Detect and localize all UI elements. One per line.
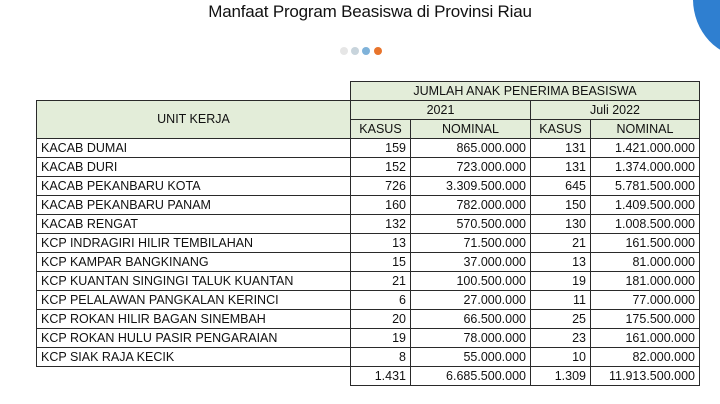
header-row-years (37, 101, 700, 120)
header-year-2022: Juli 2022 (531, 101, 700, 120)
header-kasus-2021: KASUS (351, 120, 411, 139)
unit-cell: KACAB PEKANBARU PANAM (37, 196, 351, 215)
kasus-2022-cell: 10 (531, 348, 591, 367)
nominal-2022-cell: 181.000.000 (591, 272, 700, 291)
kasus-2022-cell: 645 (531, 177, 591, 196)
kasus-2021-cell: 8 (351, 348, 411, 367)
scholarship-table (36, 81, 700, 386)
table-row (37, 348, 700, 367)
nominal-2021-cell: 27.000.000 (411, 291, 531, 310)
unit-cell: KCP SIAK RAJA KECIK (37, 348, 351, 367)
nominal-2021-cell: 71.500.000 (411, 234, 531, 253)
unit-cell: KCP ROKAN HILIR BAGAN SINEMBAH (37, 310, 351, 329)
table-row (37, 310, 700, 329)
header-unit-kerja: UNIT KERJA (37, 101, 351, 139)
nominal-2021-cell: 78.000.000 (411, 329, 531, 348)
table-row (37, 158, 700, 177)
kasus-2021-cell: 726 (351, 177, 411, 196)
nominal-2021-cell: 782.000.000 (411, 196, 531, 215)
total-nominal-2021-cell: 6.685.500.000 (411, 367, 531, 386)
header-nominal-2022: NOMINAL (591, 120, 700, 139)
total-nominal-2022-cell: 11.913.500.000 (591, 367, 700, 386)
nominal-2021-cell: 37.000.000 (411, 253, 531, 272)
nominal-2022-cell: 1.374.000.000 (591, 158, 700, 177)
kasus-2022-cell: 19 (531, 272, 591, 291)
unit-cell: KACAB DURI (37, 158, 351, 177)
nominal-2022-cell: 77.000.000 (591, 291, 700, 310)
unit-cell: KCP PELALAWAN PANGKALAN KERINCI (37, 291, 351, 310)
table-row (37, 291, 700, 310)
nominal-2021-cell: 55.000.000 (411, 348, 531, 367)
header-blank-cell (37, 82, 351, 101)
header-nominal-2021: NOMINAL (411, 120, 531, 139)
nominal-2021-cell: 100.500.000 (411, 272, 531, 291)
nominal-2021-cell: 723.000.000 (411, 158, 531, 177)
nominal-2022-cell: 81.000.000 (591, 253, 700, 272)
total-kasus-2021-cell: 1.431 (351, 367, 411, 386)
carousel-dot[interactable] (351, 47, 359, 55)
unit-cell: KCP KUANTAN SINGINGI TALUK KUANTAN (37, 272, 351, 291)
table-row (37, 215, 700, 234)
kasus-2022-cell: 130 (531, 215, 591, 234)
table-row (37, 253, 700, 272)
nominal-2022-cell: 175.500.000 (591, 310, 700, 329)
unit-cell: KCP INDRAGIRI HILIR TEMBILAHAN (37, 234, 351, 253)
table-row (37, 234, 700, 253)
unit-cell: KCP KAMPAR BANGKINANG (37, 253, 351, 272)
nominal-2022-cell: 1.421.000.000 (591, 139, 700, 158)
table-row (37, 196, 700, 215)
nominal-2022-cell: 1.008.500.000 (591, 215, 700, 234)
kasus-2022-cell: 11 (531, 291, 591, 310)
kasus-2022-cell: 23 (531, 329, 591, 348)
table-row (37, 329, 700, 348)
kasus-2022-cell: 131 (531, 139, 591, 158)
kasus-2021-cell: 160 (351, 196, 411, 215)
nominal-2021-cell: 570.500.000 (411, 215, 531, 234)
kasus-2021-cell: 20 (351, 310, 411, 329)
header-group-label: JUMLAH ANAK PENERIMA BEASISWA (351, 82, 700, 101)
carousel-dot[interactable] (362, 47, 370, 55)
kasus-2022-cell: 13 (531, 253, 591, 272)
total-kasus-2022-cell: 1.309 (531, 367, 591, 386)
kasus-2021-cell: 152 (351, 158, 411, 177)
table-row (37, 139, 700, 158)
unit-cell: KCP ROKAN HULU PASIR PENGARAIAN (37, 329, 351, 348)
table-row (37, 272, 700, 291)
nominal-2022-cell: 161.000.000 (591, 329, 700, 348)
nominal-2021-cell: 3.309.500.000 (411, 177, 531, 196)
page-title: Manfaat Program Beasiswa di Provinsi Riau (208, 2, 532, 21)
kasus-2021-cell: 159 (351, 139, 411, 158)
header-year-2021: 2021 (351, 101, 531, 120)
kasus-2022-cell: 131 (531, 158, 591, 177)
carousel-dot-active[interactable] (374, 47, 382, 55)
header-kasus-2022: KASUS (531, 120, 591, 139)
nominal-2022-cell: 82.000.000 (591, 348, 700, 367)
kasus-2021-cell: 15 (351, 253, 411, 272)
unit-cell: KACAB RENGAT (37, 215, 351, 234)
kasus-2021-cell: 6 (351, 291, 411, 310)
nominal-2022-cell: 5.781.500.000 (591, 177, 700, 196)
kasus-2021-cell: 21 (351, 272, 411, 291)
unit-cell: KACAB DUMAI (37, 139, 351, 158)
kasus-2021-cell: 132 (351, 215, 411, 234)
kasus-2022-cell: 25 (531, 310, 591, 329)
kasus-2021-cell: 13 (351, 234, 411, 253)
unit-cell: KACAB PEKANBARU KOTA (37, 177, 351, 196)
kasus-2021-cell: 19 (351, 329, 411, 348)
nominal-2021-cell: 66.500.000 (411, 310, 531, 329)
header-row-group (37, 82, 700, 101)
carousel-dot[interactable] (340, 47, 348, 55)
corner-decoration (693, 0, 720, 58)
nominal-2021-cell: 865.000.000 (411, 139, 531, 158)
total-row (37, 367, 700, 386)
total-blank-cell (37, 367, 351, 386)
kasus-2022-cell: 150 (531, 196, 591, 215)
nominal-2022-cell: 161.500.000 (591, 234, 700, 253)
nominal-2022-cell: 1.409.500.000 (591, 196, 700, 215)
table-row (37, 177, 700, 196)
kasus-2022-cell: 21 (531, 234, 591, 253)
